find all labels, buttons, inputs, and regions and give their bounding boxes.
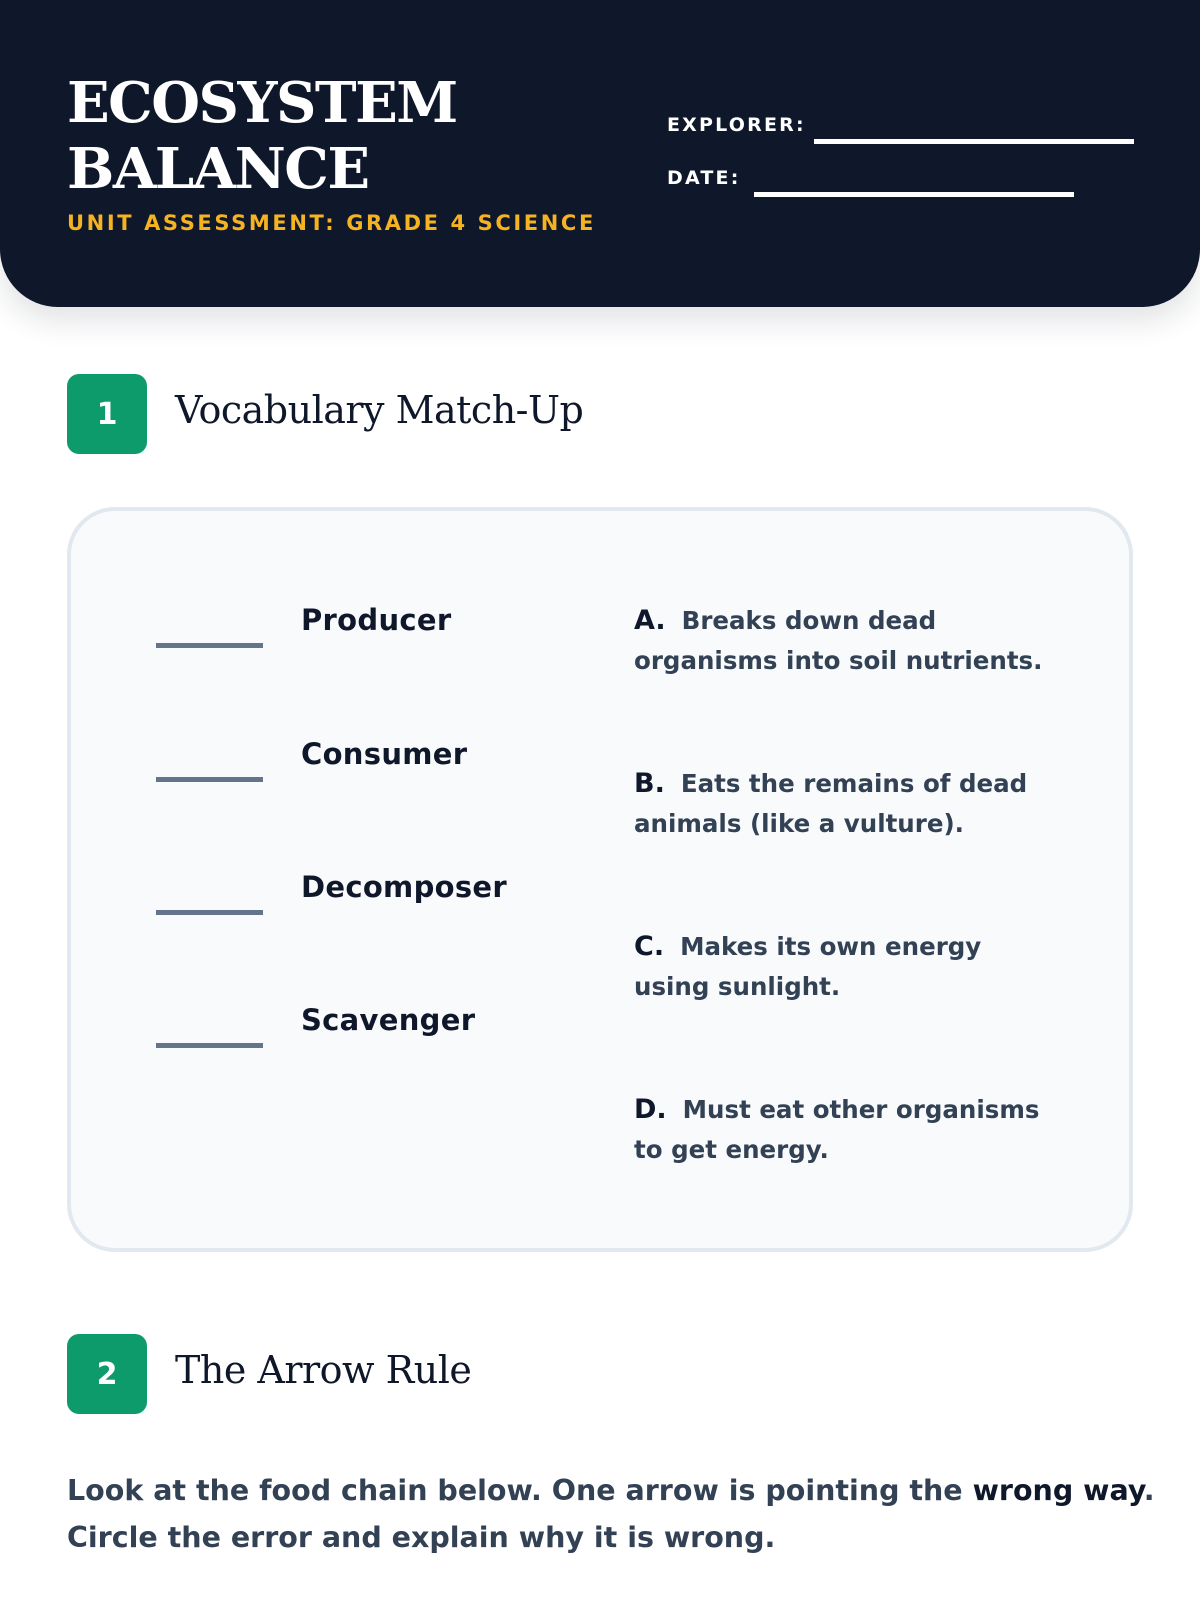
date-field[interactable] [754, 192, 1074, 197]
worksheet-subtitle: UNIT ASSESSMENT: GRADE 4 SCIENCE [67, 211, 596, 235]
section-2-instructions [67, 1467, 1167, 1561]
definition-c-letter: C. [634, 931, 665, 962]
definition-d-text: Must eat other organisms to get energy. [634, 1095, 1040, 1164]
definition-b-text: Eats the remains of dead animals (like a vulture). [634, 769, 1028, 838]
worksheet-header [0, 0, 1200, 307]
section-2-badge: 2 [67, 1334, 147, 1414]
definition-b-letter: B. [634, 768, 665, 799]
instructions-text-after: . Circle the error and explain why it is wrong. [67, 1474, 1155, 1554]
title-line-1: ECOSYSTEM [67, 70, 457, 136]
answer-blank-scavenger[interactable] [156, 1043, 263, 1048]
definition-a [634, 601, 1054, 681]
explorer-name-field[interactable] [814, 139, 1134, 144]
section-1-title: Vocabulary Match-Up [175, 388, 584, 432]
instructions-emphasis: wrong way [972, 1474, 1144, 1507]
definition-a-letter: A. [634, 605, 666, 636]
definition-d-letter: D. [634, 1094, 667, 1125]
section-2-title: The Arrow Rule [175, 1348, 472, 1392]
vocabulary-match-card [67, 507, 1133, 1252]
definition-d [634, 1090, 1054, 1170]
answer-blank-decomposer[interactable] [156, 910, 263, 915]
explorer-label: EXPLORER: [667, 114, 806, 136]
definition-a-text: Breaks down dead organisms into soil nutrients. [634, 606, 1043, 675]
definition-c [634, 927, 1054, 1007]
worksheet-title [67, 70, 587, 202]
term-consumer: Consumer [301, 737, 468, 771]
title-line-2: BALANCE [67, 136, 369, 202]
term-scavenger: Scavenger [301, 1003, 476, 1037]
answer-blank-consumer[interactable] [156, 777, 263, 782]
instructions-text-before: Look at the food chain below. One arrow is pointing the [67, 1474, 973, 1507]
definition-b [634, 764, 1054, 844]
term-producer: Producer [301, 603, 452, 637]
definition-c-text: Makes its own energy using sunlight. [634, 932, 982, 1001]
date-label: DATE: [667, 167, 741, 189]
term-decomposer: Decomposer [301, 870, 507, 904]
section-1-badge: 1 [67, 374, 147, 454]
answer-blank-producer[interactable] [156, 643, 263, 648]
